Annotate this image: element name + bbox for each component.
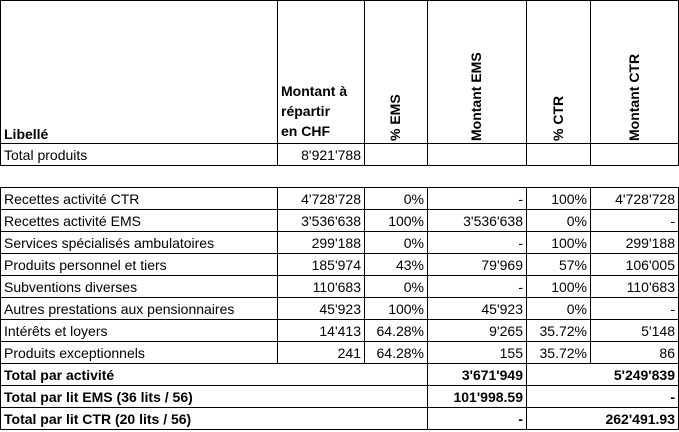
row-montant-ems: - <box>428 188 527 210</box>
total-montant-ems: 101'998.59 <box>428 386 527 408</box>
spacer-row <box>1 166 679 188</box>
header-pct-ctr-text: % CTR <box>549 95 566 141</box>
row-pct-ems: 0% <box>365 276 428 298</box>
table-row <box>1 298 679 320</box>
row-montant-ems: 3'536'638 <box>428 210 527 232</box>
row-label: Produits personnel et tiers <box>1 254 278 276</box>
header-libelle <box>1 1 278 144</box>
row-pct-ctr: 100% <box>527 188 591 210</box>
table-row <box>1 320 679 342</box>
row-montant-ctr: 4'728'728 <box>591 188 679 210</box>
header-montant-ctr-text: Montant CTR <box>625 53 642 141</box>
row-pct-ctr: 0% <box>527 210 591 232</box>
spacer-cell <box>428 166 527 188</box>
row-montant: 3'536'638 <box>278 210 365 232</box>
total-label: Total par lit EMS (36 lits / 56) <box>1 386 428 408</box>
row-montant: 45'923 <box>278 298 365 320</box>
header-pct-ctr <box>527 1 591 144</box>
row-pct-ctr: 100% <box>527 276 591 298</box>
row-pct-ems: 100% <box>365 298 428 320</box>
row-montant-ems: 155 <box>428 342 527 364</box>
spacer-cell <box>591 166 679 188</box>
total-montant-ems: 3'671'949 <box>428 364 527 386</box>
row-pct-ctr: 57% <box>527 254 591 276</box>
row-montant-ctr: - <box>591 210 679 232</box>
empty-cell <box>365 144 428 166</box>
row-pct-ems: 43% <box>365 254 428 276</box>
row-label: Recettes activité EMS <box>1 210 278 232</box>
total-produits-row <box>1 144 679 166</box>
table-row <box>1 254 679 276</box>
total-montant-ctr: 5'249'839 <box>527 364 679 386</box>
row-montant-ctr: - <box>591 298 679 320</box>
row-pct-ctr: 35.72% <box>527 320 591 342</box>
row-montant-ems: 79'969 <box>428 254 527 276</box>
table-row <box>1 188 679 210</box>
total-row <box>1 386 679 408</box>
row-montant-ems: - <box>428 276 527 298</box>
spacer-cell <box>278 166 365 188</box>
row-montant-ems: - <box>428 232 527 254</box>
header-montant-line-2: répartir <box>281 103 331 119</box>
row-montant-ctr: 299'188 <box>591 232 679 254</box>
empty-cell <box>591 144 679 166</box>
row-label: Autres prestations aux pensionnaires <box>1 298 278 320</box>
row-montant: 299'188 <box>278 232 365 254</box>
row-label: Intérêts et loyers <box>1 320 278 342</box>
total-label: Total par lit CTR (20 lits / 56) <box>1 408 428 430</box>
spacer-cell <box>1 166 278 188</box>
row-pct-ems: 0% <box>365 188 428 210</box>
header-libelle-text: Libellé <box>4 126 49 142</box>
table-row <box>1 342 679 364</box>
header-montant-ctr <box>591 1 679 144</box>
spacer-cell <box>365 166 428 188</box>
header-montant-a-repartir <box>278 1 365 144</box>
total-row <box>1 364 679 386</box>
row-montant: 185'974 <box>278 254 365 276</box>
row-montant-ctr: 86 <box>591 342 679 364</box>
row-montant: 14'413 <box>278 320 365 342</box>
row-pct-ctr: 100% <box>527 232 591 254</box>
header-montant-line-3: en CHF <box>281 123 330 139</box>
row-montant: 4'728'728 <box>278 188 365 210</box>
table-row <box>1 232 679 254</box>
empty-cell <box>428 144 527 166</box>
row-pct-ems: 0% <box>365 232 428 254</box>
header-montant-ems <box>428 1 527 144</box>
total-produits-label: Total produits <box>1 144 278 166</box>
header-montant-line-1: Montant à <box>281 83 348 99</box>
spacer-cell <box>527 166 591 188</box>
header-montant-ems-text: Montant EMS <box>468 52 484 141</box>
empty-cell <box>527 144 591 166</box>
row-montant-ems: 45'923 <box>428 298 527 320</box>
row-label: Subventions diverses <box>1 276 278 298</box>
total-label: Total par activité <box>1 364 428 386</box>
row-montant-ems: 9'265 <box>428 320 527 342</box>
row-pct-ctr: 35.72% <box>527 342 591 364</box>
total-montant-ems: - <box>428 408 527 430</box>
row-label: Recettes activité CTR <box>1 188 278 210</box>
total-produits-value: 8'921'788 <box>278 144 365 166</box>
row-pct-ems: 64.28% <box>365 320 428 342</box>
row-montant: 241 <box>278 342 365 364</box>
header-pct-ems <box>365 1 428 144</box>
row-pct-ems: 100% <box>365 210 428 232</box>
total-montant-ctr: 262'491.93 <box>527 408 679 430</box>
row-montant: 110'683 <box>278 276 365 298</box>
row-montant-ctr: 5'148 <box>591 320 679 342</box>
table-row <box>1 276 679 298</box>
total-row <box>1 408 679 430</box>
row-montant-ctr: 110'683 <box>591 276 679 298</box>
row-label: Services spécialisés ambulatoires <box>1 232 278 254</box>
row-label: Produits exceptionnels <box>1 342 278 364</box>
row-pct-ems: 64.28% <box>365 342 428 364</box>
table-row <box>1 210 679 232</box>
row-montant-ctr: 106'005 <box>591 254 679 276</box>
header-pct-ems-text: % EMS <box>387 94 403 141</box>
header-row <box>1 1 679 144</box>
row-pct-ctr: 0% <box>527 298 591 320</box>
total-montant-ctr: - <box>527 386 679 408</box>
